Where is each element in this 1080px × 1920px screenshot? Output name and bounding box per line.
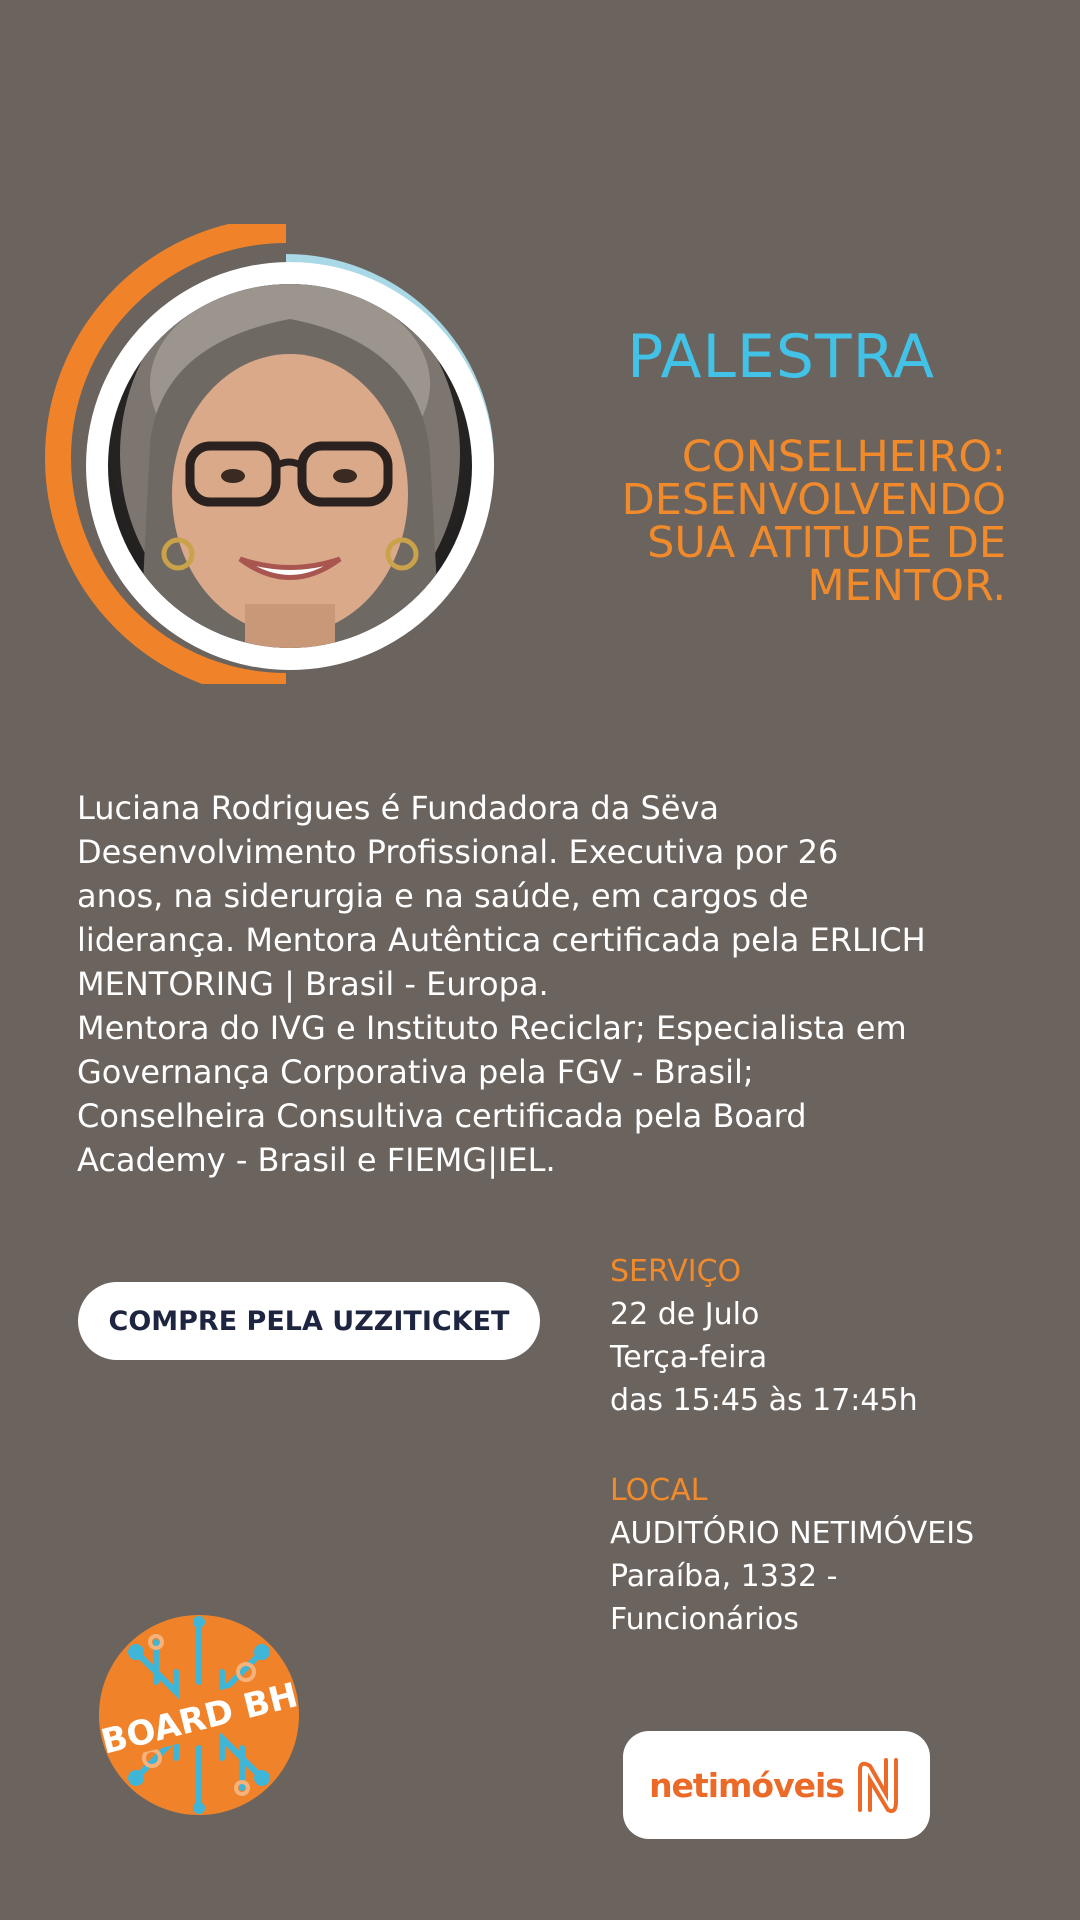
netimoveis-mark-icon xyxy=(852,1756,904,1814)
event-type-label: PALESTRA xyxy=(627,322,935,392)
netimoveis-logo xyxy=(623,1731,930,1839)
headline-block xyxy=(506,322,1006,611)
event-date: 22 de Julo xyxy=(610,1297,760,1332)
service-info xyxy=(610,1250,918,1422)
speaker-photo-frame xyxy=(40,224,500,684)
venue-info xyxy=(610,1469,974,1641)
talk-title: CONSELHEIRO: DESENVOLVENDO SUA ATITUDE DE MENTOR. xyxy=(621,432,1006,611)
venue-label: LOCAL xyxy=(610,1473,708,1508)
venue-address-line2: Funcionários xyxy=(610,1602,799,1637)
board-bh-logo-text: BOARD BH xyxy=(97,1675,302,1763)
partner-logo-text: netimóveis xyxy=(649,1765,844,1805)
speaker-bio: Luciana Rodrigues é Fundadora da Sëva Desenvolvimento Profissional. Executiva por 26 anos, na siderurgia e na saúde, em cargos de liderança. Mentora Autêntica certificada pela ERLICH MENTORING | Brasil - Europa. Mentora do IVG e Instituto Reciclar; Especialista em Governança Corporativa pela FGV - Brasil; Conselheira Consultiva certificada pela Board Academy - Brasil e FIEMG|IEL. xyxy=(77,789,926,1179)
buy-ticket-button[interactable]: COMPRE PELA UZZITICKET xyxy=(78,1282,540,1360)
venue-address-line1: Paraíba, 1332 - xyxy=(610,1559,838,1594)
event-time: das 15:45 às 17:45h xyxy=(610,1383,918,1418)
venue-name: AUDITÓRIO NETIMÓVEIS xyxy=(610,1516,975,1551)
service-label: SERVIÇO xyxy=(610,1254,742,1289)
board-bh-logo xyxy=(96,1612,302,1818)
speaker-portrait-icon xyxy=(40,224,500,684)
event-weekday: Terça-feira xyxy=(610,1340,768,1375)
board-bh-logo-icon xyxy=(96,1612,302,1818)
